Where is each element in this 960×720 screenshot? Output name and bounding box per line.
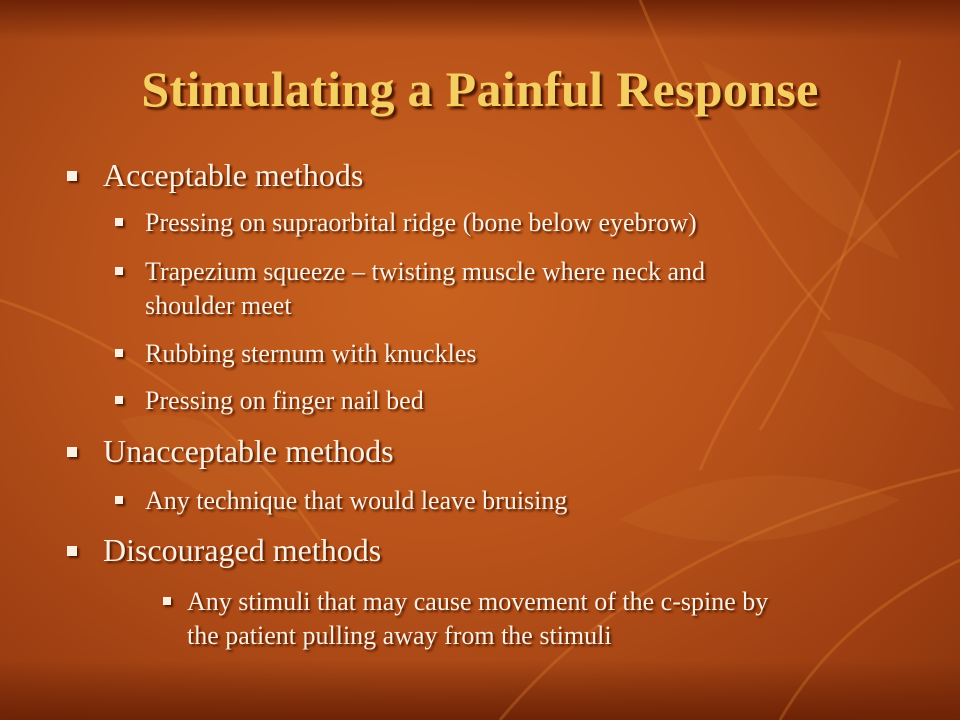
list-item [187,586,768,617]
section-heading-text: Unacceptable methods [103,433,394,469]
list-item-text: Rubbing sternum with knuckles [145,339,477,368]
list-item-continuation [187,620,612,651]
bullet-square-icon [115,496,123,504]
list-item-text: Any technique that would leave bruising [145,486,568,515]
slide-title: Stimulating a Painful Response [141,61,819,117]
section-heading-discouraged [103,533,381,567]
list-item-text: shoulder meet [145,291,292,320]
section-heading-unacceptable [103,434,394,468]
bullet-square-icon [115,218,123,226]
list-item [145,385,424,416]
list-item [145,256,705,287]
list-item-text: Trapezium squeeze – twisting muscle where neck and [145,257,706,286]
bullet-square-icon [163,597,171,605]
list-item-text: Pressing on finger nail bed [145,386,424,415]
list-item-continuation [145,290,292,321]
list-item-text: the patient pulling away from the stimuli [187,621,612,650]
list-item [145,207,697,238]
bullet-square-icon [67,546,77,556]
section-heading-text: Discouraged methods [103,532,382,568]
list-item [145,485,567,516]
bullet-square-icon [115,267,123,275]
list-item-text: Pressing on supraorbital ridge (bone below eyebrow) [145,208,697,237]
list-item [145,338,476,369]
bullet-square-icon [67,447,77,457]
section-heading-text: Acceptable methods [103,157,364,193]
section-heading-acceptable [103,158,363,192]
list-item-text: Any stimuli that may cause movement of the c-spine by [187,587,769,616]
bullet-square-icon [67,171,77,181]
bullet-square-icon [115,349,123,357]
bullet-square-icon [115,396,123,404]
